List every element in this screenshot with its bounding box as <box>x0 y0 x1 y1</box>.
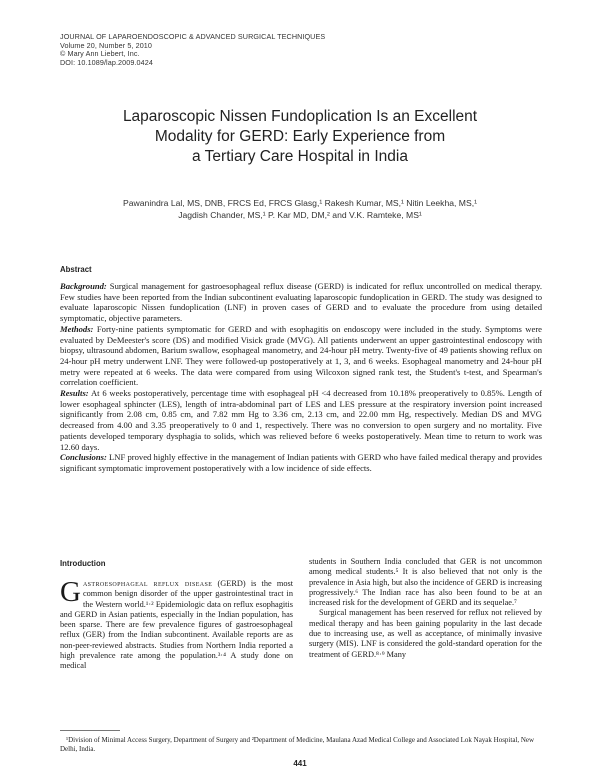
abstract-heading: Abstract <box>60 265 92 274</box>
affiliation-footnote: ¹Division of Minimal Access Surgery, Department of Surgery and ²Department of Medicine, Maulana Azad Medical College and Associated Lok Nayak Hospital, New Delhi, India. <box>60 736 535 753</box>
journal-copyright: © Mary Ann Liebert, Inc. <box>60 49 140 59</box>
results-label: Results: <box>60 388 89 399</box>
background-label: Background: <box>60 281 107 291</box>
journal-doi: DOI: 10.1089/lap.2009.0424 <box>60 57 153 67</box>
abstract-background <box>60 281 542 324</box>
abstract-results <box>60 388 542 452</box>
introduction-paragraph: Surgical management has been reserved for reflux not relieved by medical therapy and has been gaining popularity in the last decade due to increasing use, as well as acceptance, of minimally invasive surgery (MIS). LNF is considered the gold-standard operation for the treatment of GERD.⁸·⁹ Many <box>309 608 542 659</box>
introduction-paragraph: students in Southern India concluded that GER is not uncommon among medical students.⁵ It is also believed that not only is the prevalence in Asia high, but also the incidence of GERD is increasing progressively.⁶ The Indian race has also been found to be at an increased risk for the development of GERD and its sequelae.⁷ <box>309 557 542 608</box>
introduction-text: (GERD) is the most common benign disorder of the upper gastrointestinal tract in the Western world.¹·² Epidemiologic data on reflux esophagitis and GERD in Asian patients, especially in the Indian population, has been sparse. There are few prevalence figures of gastroesophageal reflux (GER) from the Indian subcontinent. Available reports are as non-peer-reviewed abstracts. Studies from Northern India reported a high prevalence rate among the population.³·⁴ A study done on medical <box>60 579 294 671</box>
page-number: 441 <box>293 759 307 768</box>
journal-name: JOURNAL OF LAPAROENDOSCOPIC & ADVANCED SURGICAL TECHNIQUES <box>60 32 326 41</box>
journal-header <box>60 33 325 67</box>
background-text: Surgical management for gastroesophageal reflux disease (GERD) is indicated for reflux uncontrolled on medical therapy. Few studies have been reported from the Indian subcontinent evaluating laparoscopic fundoplication in GERD. The study was designed to evaluate laparoscopic Nissen fundoplication (LNF) in proven cases of GERD and to evaluate the procedure from using detailed symptomatic, objective parameters. <box>60 281 542 324</box>
conclusions-text: LNF proved highly effective in the management of Indian patients with GERD who have failed medical therapy and provides significant symptomatic improvement postoperatively with a low incidence of side effects. <box>60 452 542 473</box>
methods-label: Methods: <box>60 323 94 334</box>
introduction-right-column <box>309 557 542 660</box>
abstract-methods <box>60 324 542 388</box>
author-line: Jagdish Chander, MS,¹ P. Kar MD, DM,² and V.K. Ramteke, MS¹ <box>178 210 422 220</box>
introduction-heading: Introduction <box>60 559 106 568</box>
smallcaps-lead: astroesophageal reflux disease <box>82 579 213 588</box>
methods-text: Forty-nine patients symptomatic for GERD and with esophagitis on endoscopy were included in the study. Symptoms were evaluated by DeMeester's score (DS) and modified Visick grade (MVG). All patients underwent an upper gastrointestinal endoscopy with biopsy, ultrasound abdomen, Barium swallow, esophageal manometry, and 24-hour pH metry. Twenty-five of 49 patients showing reflux on 24-hour pH metry underwent LNF. They were followed-up postoperatively at 1, 3, and 6 weeks. Esophageal manometry and 24-hour pH metry were repeated at 6 weeks. The data were compared from using Wilcoxon signed rank test, the Student's t-test, and Spearman's correlation coefficient. <box>60 323 542 388</box>
drop-cap: G <box>60 576 81 608</box>
title-line: Modality for GERD: Early Experience from <box>154 128 446 145</box>
results-text: At 6 weeks postoperatively, percentage time with esophageal pH <4 decreased from 10.18% preoperatively to 0.85%. Length of lower esophageal sphincter (LES), length of intra-abdominal part of LES and LES pressure at the respiratory inversion point increased significantly from 2.08 cm, 0.85 cm, and 7.82 mm Hg to 3.36 cm, 2.13 cm, and 22.00 mm Hg, respectively. Median DS and MVG decreased from 4.00 and 3.35 preoperatively to 0 and 1, respectively. There was no conversion to open surgery and no mortality. Five patients developed temporary dysphagia to solids, which was relieved before 6 weeks postoperatively. Mean time to return to work was 12.60 days. <box>60 388 542 452</box>
author-line: Pawanindra Lal, MS, DNB, FRCS Ed, FRCS Glasg,¹ Rakesh Kumar, MS,¹ Nitin Leekha, MS,¹ <box>123 198 477 208</box>
title-line: Laparoscopic Nissen Fundoplication Is an Excellent <box>122 108 478 125</box>
journal-volume: Volume 20, Number 5, 2010 <box>60 40 152 50</box>
introduction-paragraph <box>60 576 294 672</box>
introduction-left-column <box>60 576 294 672</box>
footnote <box>60 736 542 754</box>
abstract-body <box>60 281 542 474</box>
article-title <box>60 107 540 167</box>
footnote-divider <box>60 730 120 731</box>
conclusions-label: Conclusions: <box>60 452 107 463</box>
title-line: a Tertiary Care Hospital in India <box>192 148 408 165</box>
abstract-conclusions <box>60 452 542 473</box>
author-list <box>60 197 540 221</box>
